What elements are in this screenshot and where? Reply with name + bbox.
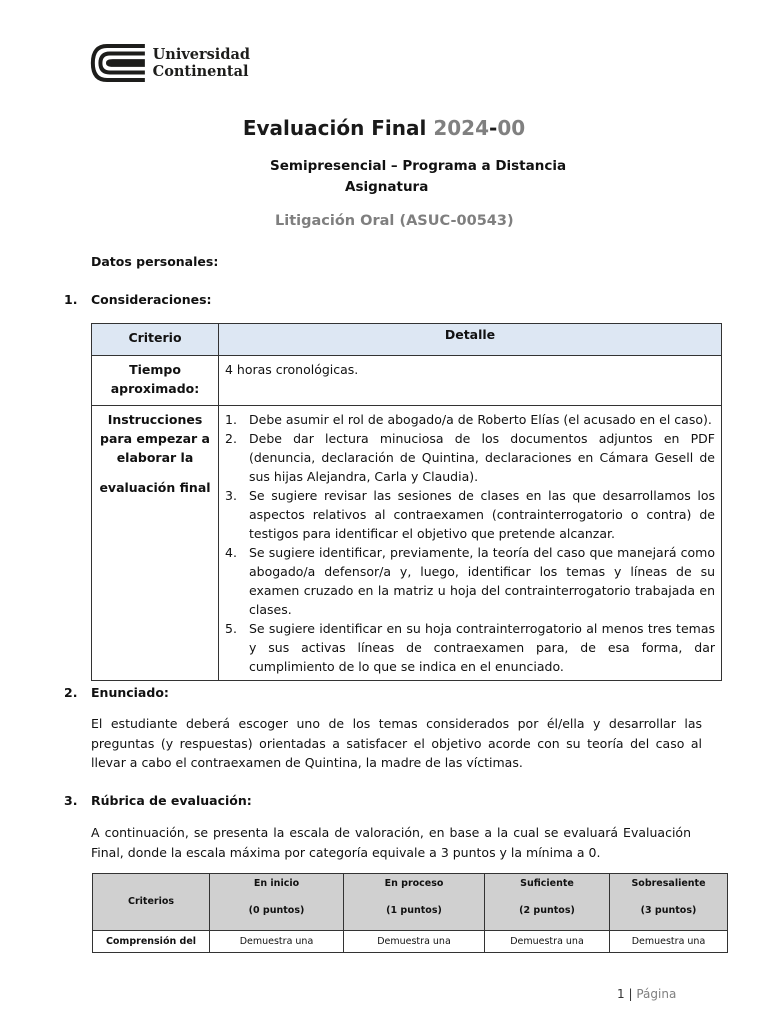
personal-data-label: Datos personales: xyxy=(91,254,219,269)
course-name: Litigación Oral (ASUC-00543) xyxy=(275,213,514,229)
row2-criterion-a: Instrucciones para empezar a elaborar la xyxy=(100,412,210,465)
section2-title: Enunciado: xyxy=(91,685,169,700)
list-item-text: Debe dar lectura minuciosa de los documentos adjuntos en PDF (denuncia, declaración de Quintina, declaraciones en Cámara Gesell de sus hijas Alejandra, Carla y Claudia). xyxy=(249,431,715,484)
table-row xyxy=(93,931,728,953)
considerations-header-row xyxy=(92,324,722,356)
level-points: (2 puntos) xyxy=(519,905,575,916)
section2-number: 2. xyxy=(64,685,78,700)
section1-number: 1. xyxy=(64,292,78,307)
subtitle: Semipresencial – Programa a Distancia xyxy=(270,158,567,174)
rubric-header-row xyxy=(93,874,728,931)
page-title xyxy=(0,116,768,140)
level-points: (0 puntos) xyxy=(248,905,305,916)
table-row xyxy=(92,406,722,681)
list-item xyxy=(225,429,715,486)
list-item xyxy=(225,486,715,543)
subject-label: Asignatura xyxy=(345,179,429,195)
list-item-number: 5. xyxy=(225,621,237,636)
rubric-table xyxy=(92,873,728,953)
list-item-text: Debe asumir el rol de abogado/a de Roberto Elías (el acusado en el caso). xyxy=(249,412,712,427)
list-item xyxy=(225,410,715,429)
list-item-number: 3. xyxy=(225,488,237,503)
section2-text: El estudiante deberá escoger uno de los temas considerados por él/ella y desarrollar las preguntas (y respuestas) orientadas a satisfacer el objetivo acorde con su teoría del caso al llevar a cabo el contraexamen de Quintina, la madre de las víctimas. xyxy=(91,716,702,770)
row1-criterion: Tiempo aproximado: xyxy=(92,356,219,406)
row2-criterion xyxy=(92,406,219,681)
section3-title: Rúbrica de evaluación: xyxy=(91,793,252,808)
list-item-number: 4. xyxy=(225,545,237,560)
level-name: Suficiente xyxy=(520,878,574,889)
level-name: En inicio xyxy=(253,878,300,889)
row1-detail: 4 horas cronológicas. xyxy=(219,356,722,406)
table-row xyxy=(92,356,722,406)
footer-separator: | xyxy=(628,987,633,1001)
rubric-cell: Demuestra una xyxy=(485,931,610,953)
section3-number: 3. xyxy=(64,793,78,808)
section1-title: Consideraciones: xyxy=(91,292,212,307)
rubric-cell: Demuestra una xyxy=(344,931,485,953)
page-number: 1 xyxy=(617,987,625,1001)
university-logo-icon xyxy=(90,42,149,84)
title-year-sep: - xyxy=(489,116,498,140)
rubric-level-header xyxy=(344,874,485,931)
list-item xyxy=(225,543,715,619)
university-logo xyxy=(90,41,250,85)
title-year-a: 2024 xyxy=(433,116,490,140)
header-criterion: Criterio xyxy=(92,324,219,356)
row2-criterion-b: evaluación final xyxy=(99,480,211,495)
considerations-table xyxy=(91,323,722,681)
rubric-level-header xyxy=(485,874,610,931)
list-item-text: Se sugiere identificar en su hoja contrainterrogatorio al menos tres temas y sus activas líneas de contraexamen para, de esa forma, dar cumplimiento de lo que se indica en el enunciado. xyxy=(249,621,715,674)
list-item xyxy=(225,619,715,676)
title-text: Evaluación Final xyxy=(242,116,427,140)
page-footer xyxy=(617,987,676,1001)
list-item-number: 2. xyxy=(225,431,237,446)
logo-line1: Universidad xyxy=(152,46,250,63)
page-label: Página xyxy=(636,987,677,1001)
rubric-level-header xyxy=(610,874,728,931)
list-item-text: Se sugiere revisar las sesiones de clases en las que desarrollamos los aspectos relativos al contraexamen (contrainterrogatorio o contra) de testigos para identificar el objetivo que pretende alcanzar. xyxy=(249,488,715,541)
title-year-b: 00 xyxy=(497,116,526,140)
row2-detail xyxy=(219,406,722,681)
instructions-list xyxy=(225,410,715,676)
rubric-cell: Demuestra una xyxy=(610,931,728,953)
level-name: Sobresaliente xyxy=(631,878,706,889)
level-points: (3 puntos) xyxy=(640,905,697,916)
rubric-criteria-header: Criterios xyxy=(93,874,210,931)
level-name: En proceso xyxy=(384,878,444,889)
list-item-number: 1. xyxy=(225,412,237,427)
header-detail: Detalle xyxy=(219,324,722,356)
level-points: (1 puntos) xyxy=(386,905,442,916)
section3-text: A continuación, se presenta la escala de valoración, en base a la cual se evaluará Evaluación Final, donde la escala máxima por categoría equivale a 3 puntos y la mínima a 0. xyxy=(91,825,691,860)
logo-text xyxy=(153,46,250,80)
rubric-level-header xyxy=(210,874,344,931)
logo-line2: Continental xyxy=(152,63,249,80)
rubric-cell: Demuestra una xyxy=(210,931,344,953)
rubric-row-criterion: Comprensión del xyxy=(93,931,210,953)
list-item-text: Se sugiere identificar, previamente, la teoría del caso que manejará como abogado/a defensor/a y, luego, identificar los temas y líneas de su examen cruzado en la matriz u hoja del contrainterrogatorio trabajada en clases. xyxy=(249,545,715,617)
